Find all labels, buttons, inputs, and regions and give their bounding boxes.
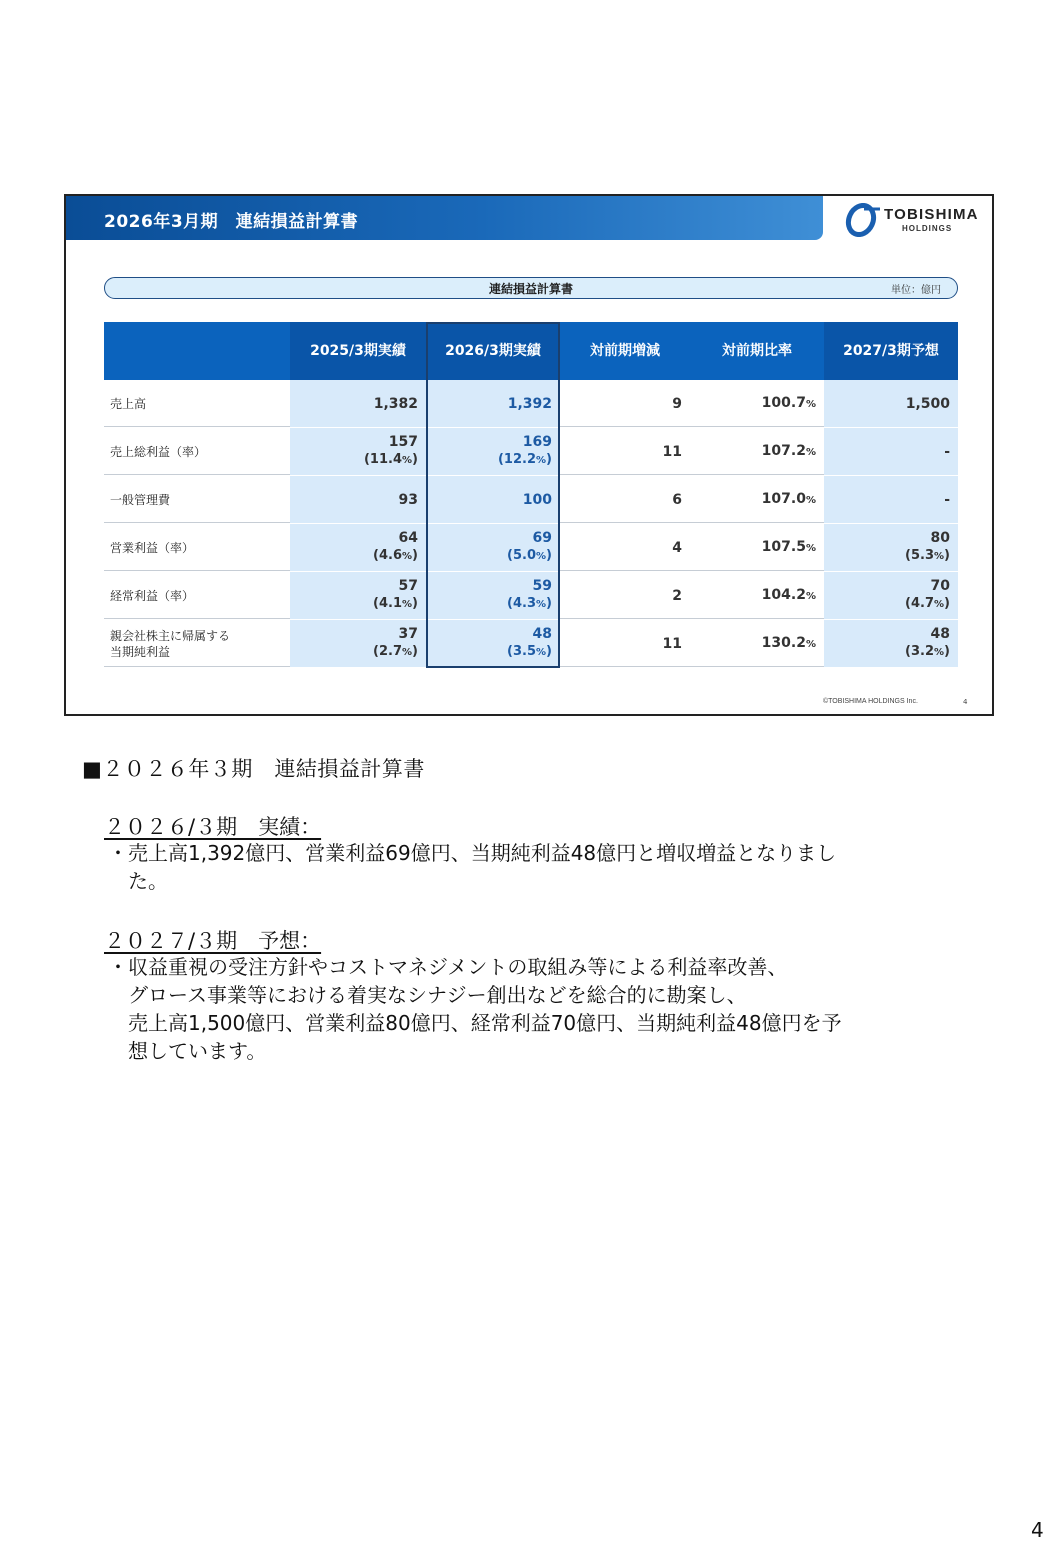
unit-label: 単位：億円: [891, 285, 941, 296]
cell-value: 93: [398, 491, 418, 508]
cell-diff: [560, 476, 690, 523]
cell-value: 6: [672, 491, 682, 508]
logo-mark-icon: [844, 203, 882, 237]
actual-line: ・売上高1,392億円、営業利益69億円、当期純利益48億円と増収増益となりまし: [108, 841, 837, 865]
cell-value: 1,382: [373, 395, 418, 412]
row-label: 一般管理費: [110, 492, 171, 507]
cell-value: -: [944, 491, 950, 508]
cell-fc: [824, 524, 958, 571]
cell-rate: (3.2%): [905, 644, 950, 659]
table-header: [104, 322, 958, 380]
cell-rate: (5.0%): [507, 548, 552, 563]
cell-value: 130.2%: [761, 634, 816, 651]
cell-rate: (4.3%): [507, 596, 552, 611]
cell-value: 1,392: [507, 395, 552, 412]
forecast-line: 想しています。: [108, 1039, 267, 1063]
col-header-2026-actual: 2026/3期実績: [426, 322, 560, 380]
table-title: 連結損益計算書: [488, 282, 573, 296]
cell-value: 4: [672, 539, 682, 556]
section-title: ■２０２６年３期 連結損益計算書: [82, 757, 425, 781]
tobishima-logo: [844, 202, 984, 238]
cell-c2: [426, 620, 560, 667]
slide-number: 4: [963, 698, 968, 706]
cell-rate: (5.3%): [905, 548, 950, 563]
cell-fc: [824, 428, 958, 475]
forecast-heading: ２０２７/３期 予想：: [104, 929, 322, 953]
copyright: ©TOBISHIMA HOLDINGS Inc.: [823, 698, 918, 705]
row-label: 売上高: [110, 396, 147, 411]
cell-c1: [290, 620, 426, 667]
slide-frame: [64, 194, 994, 716]
cell-ratio: [690, 572, 824, 619]
forecast-line: グロース事業等における着実なシナジー創出などを総合的に勘案し、: [108, 983, 747, 1007]
cell-rate: (2.7%): [373, 644, 418, 659]
cell-value: 1,500: [905, 395, 950, 412]
cell-fc: [824, 380, 958, 427]
forecast-line: ・収益重視の受注方針やコストマネジメントの取組み等による利益率改善、: [108, 955, 788, 979]
logo-name: TOBISHIMA: [884, 206, 979, 223]
cell-c2: [426, 572, 560, 619]
cell-ratio: [690, 428, 824, 475]
cell-value: 157: [388, 434, 418, 450]
table-row: [104, 380, 958, 427]
cell-c2: [426, 524, 560, 571]
cell-value: 107.2%: [761, 442, 816, 459]
cell-value: 169: [522, 434, 552, 450]
cell-fc: [824, 620, 958, 667]
table-title-bar: [104, 277, 958, 299]
cell-diff: [560, 620, 690, 667]
cell-value: 107.5%: [761, 538, 816, 555]
cell-value: 80: [930, 530, 950, 546]
table-row: [104, 620, 958, 667]
cell-value: 48: [930, 626, 950, 642]
col-header-2025-actual: 2025/3期実績: [290, 322, 426, 380]
cell-c1: [290, 524, 426, 571]
cell-c2: [426, 476, 560, 523]
cell-c1: [290, 428, 426, 475]
cell-fc: [824, 476, 958, 523]
cell-ratio: [690, 620, 824, 667]
cell-value: 11: [662, 635, 682, 652]
actual-line: た。: [108, 869, 168, 893]
logo-sub: HOLDINGS: [902, 224, 953, 233]
slide-title: 2026年3月期 連結損益計算書: [104, 212, 359, 232]
cell-c2: [426, 380, 560, 427]
forecast-paragraph: [108, 953, 842, 1065]
table-row: [104, 476, 958, 523]
row-label: 営業利益（率）: [110, 540, 195, 555]
cell-value: 107.0%: [761, 490, 816, 507]
cell-c1: [290, 380, 426, 427]
cell-rate: (11.4%): [363, 452, 418, 467]
cell-c1: [290, 572, 426, 619]
cell-diff: [560, 572, 690, 619]
cell-value: 104.2%: [761, 586, 816, 603]
cell-value: 11: [662, 443, 682, 460]
cell-value: -: [944, 443, 950, 460]
table-row: [104, 428, 958, 475]
cell-value: 59: [532, 578, 552, 594]
col-header-2027-forecast: 2027/3期予想: [824, 322, 958, 380]
col-header-yoy-ratio: 対前期比率: [722, 343, 792, 359]
forecast-line: 売上高1,500億円、営業利益80億円、経常利益70億円、当期純利益48億円を予: [108, 1011, 842, 1035]
col-header-yoy-change: 対前期増減: [590, 343, 660, 359]
table-row: [104, 524, 958, 571]
cell-ratio: [690, 524, 824, 571]
cell-c1: [290, 476, 426, 523]
cell-value: 100.7%: [761, 394, 816, 411]
cell-value: 100: [522, 491, 552, 508]
cell-fc: [824, 572, 958, 619]
slide-title-banner: [66, 196, 823, 240]
cell-rate: (4.1%): [373, 596, 418, 611]
cell-value: 57: [398, 578, 418, 594]
cell-ratio: [690, 476, 824, 523]
cell-value: 37: [398, 626, 418, 642]
page-number: 4: [1031, 1518, 1044, 1542]
cell-diff: [560, 428, 690, 475]
table-row: [104, 572, 958, 619]
cell-c2: [426, 428, 560, 475]
actual-heading: ２０２６/３期 実績：: [104, 815, 322, 839]
cell-rate: (4.7%): [905, 596, 950, 611]
cell-value: 2: [672, 587, 682, 604]
cell-value: 9: [672, 395, 682, 412]
cell-rate: (12.2%): [497, 452, 552, 467]
cell-rate: (3.5%): [507, 644, 552, 659]
cell-value: 70: [930, 578, 950, 594]
cell-value: 64: [398, 530, 418, 546]
cell-diff: [560, 524, 690, 571]
cell-value: 48: [532, 626, 552, 642]
row-label: 親会社株主に帰属する 当期純利益: [110, 628, 231, 659]
row-label: 売上総利益（率）: [110, 444, 207, 459]
cell-diff: [560, 380, 690, 427]
cell-value: 69: [532, 530, 552, 546]
row-label: 経常利益（率）: [110, 588, 195, 603]
cell-ratio: [690, 380, 824, 427]
cell-rate: (4.6%): [373, 548, 418, 563]
actual-paragraph: [108, 839, 836, 895]
